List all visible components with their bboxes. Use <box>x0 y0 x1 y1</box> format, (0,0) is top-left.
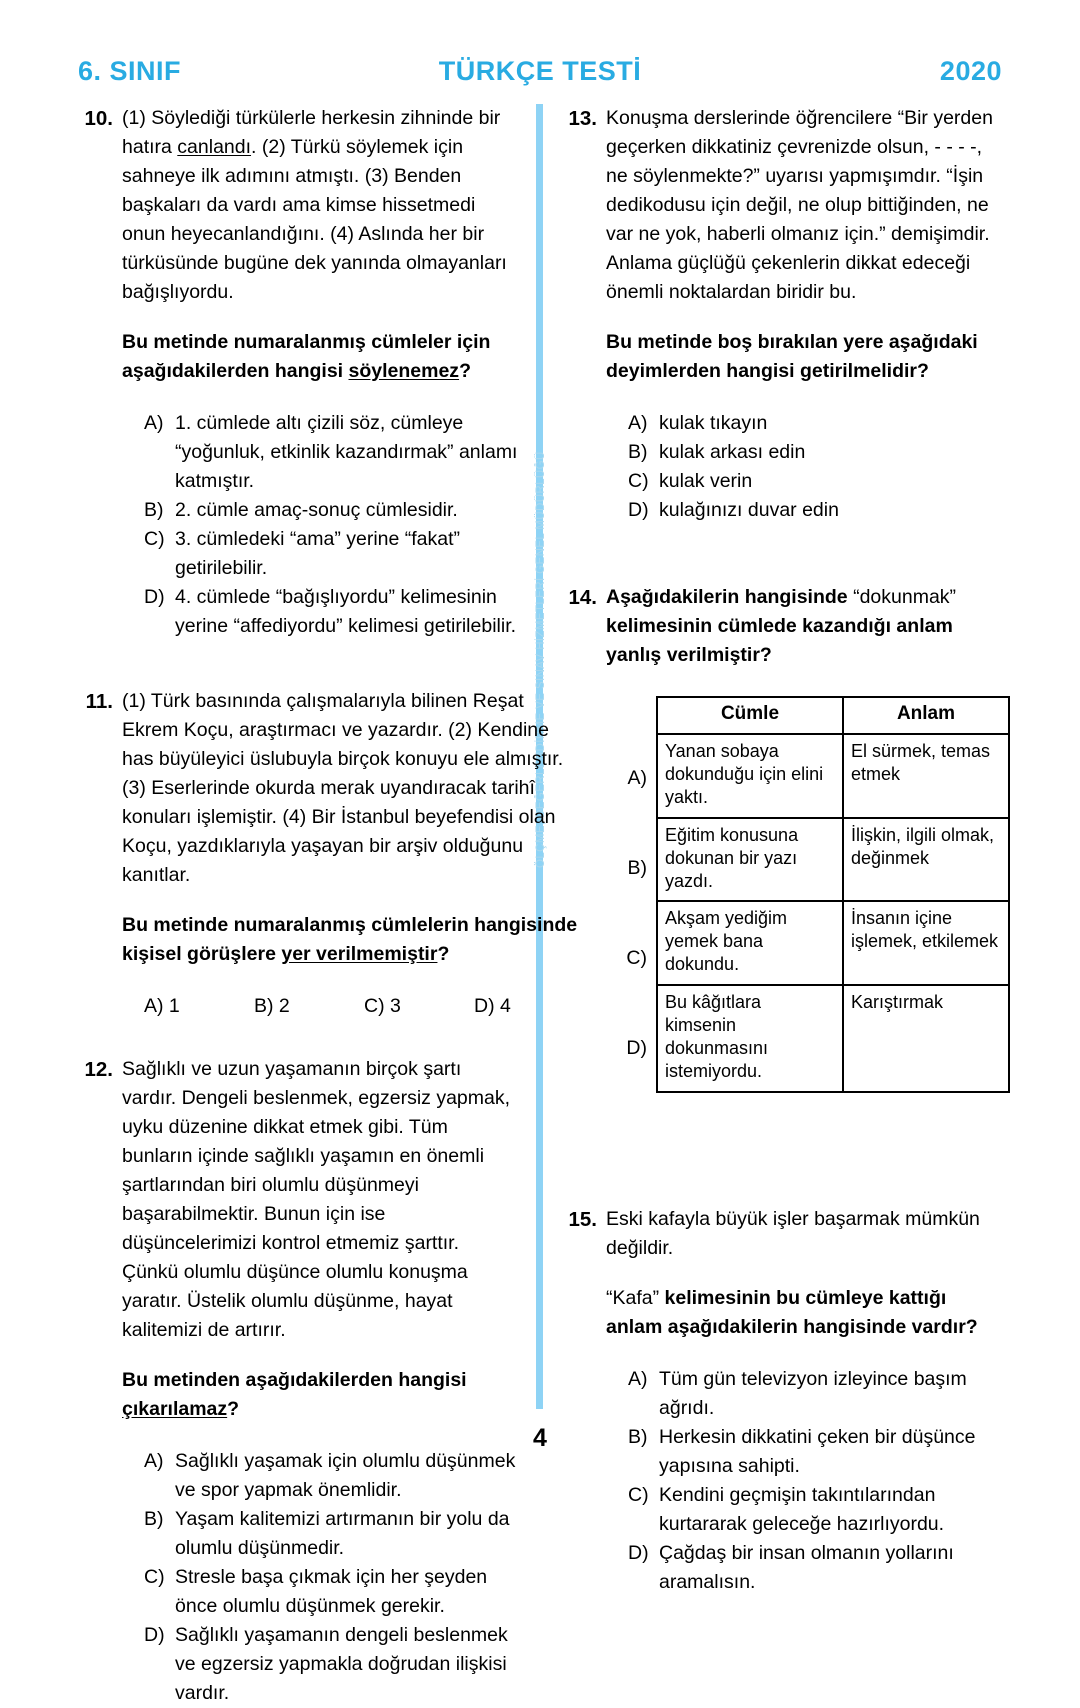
option-d-text: kulağınızı duvar edin <box>659 499 839 521</box>
option-d[interactable] <box>144 583 518 641</box>
option-b-letter: B) <box>144 499 164 521</box>
option-b-text: 2 <box>278 995 290 1017</box>
q12-stem-part2: ? <box>227 1398 240 1420</box>
option-d-letter: D) <box>474 995 495 1017</box>
question-12-number: 12. <box>84 1058 113 1081</box>
question-15-number: 15. <box>568 1208 597 1231</box>
q10-stem-part2: ? <box>459 360 471 382</box>
option-c-text: Stresle başa çıkmak için her şeyden önce olumlu düşünmek gerekir. <box>175 1566 488 1617</box>
right-column <box>562 104 1002 1593</box>
option-d-text: Çağdaş bir insan olmanın yollarını aramalısın. <box>659 1542 954 1593</box>
spacer <box>78 641 518 687</box>
question-11-stem <box>122 911 584 969</box>
option-a-text: Sağlıklı yaşamak için olumlu düşünmek ve spor yapmak önemlidir. <box>175 1450 516 1501</box>
option-c-letter: C) <box>626 946 647 969</box>
option-a-text: 1 <box>168 995 180 1017</box>
option-b-letter-cell[interactable] <box>612 823 656 913</box>
option-b-letter: B) <box>627 856 647 879</box>
option-c[interactable] <box>144 525 518 583</box>
question-15 <box>562 1205 1002 1597</box>
question-11-options <box>122 992 584 1021</box>
option-a[interactable] <box>144 1447 518 1505</box>
question-13-stem: Bu metinde boş bırakılan yere aşağıdaki deyimlerden hangisi getirilmelidir? <box>606 331 978 382</box>
option-d-letter-cell[interactable] <box>612 1003 656 1093</box>
question-10 <box>78 104 518 641</box>
option-c[interactable] <box>628 1481 1002 1539</box>
question-12-passage: Sağlıklı ve uzun yaşamanın birçok şartı vardır. Dengeli beslenmek, egzersiz yapmak, uyku düzenine dikkat etmek gibi. Tüm bunların içinde sağlıklı yaşamın en önemli şartlarından biri olumlu düşünmeyi başarabilmektir. Bunun için ise düşüncelerimizi kontrol etmemiz şarttır. Çünkü olumlu düşünce olumlu konuşma yaratır. Üstelik olumlu düşünme, hayat kalitemizi de artırır. <box>122 1058 511 1341</box>
question-13 <box>562 104 1002 525</box>
option-a-text: Tüm gün televizyon izleyince başım ağrıdı. <box>659 1368 967 1419</box>
question-11 <box>78 687 578 1021</box>
option-b[interactable] <box>628 438 1002 467</box>
option-d[interactable] <box>628 1539 1002 1597</box>
q10-stem-part1: Bu metinde numaralanmış cümleler için aşağıdakilerden hangisi <box>122 331 491 382</box>
option-a[interactable] <box>144 992 254 1021</box>
spacer <box>562 1093 1002 1205</box>
option-d-letter: D) <box>628 499 649 521</box>
option-c-letter: C) <box>144 528 165 550</box>
q14-stem-quoted: “dokunmak” <box>853 586 957 608</box>
option-c-text: 3. cümledeki “ama” yerine “fakat” getirilebilir. <box>175 528 461 579</box>
option-a-letter: A) <box>628 1368 648 1390</box>
option-d-letter: D) <box>626 1036 647 1059</box>
question-12-options <box>122 1447 518 1708</box>
question-11-passage: (1) Türk basınında çalışmalarıyla bilinen Reşat Ekrem Koçu, araştırmacı ve yazardır. (2) Kendine has büyüleyici üslubuyla birçok konuyu ele almıştır. (3) Eserlerinde okurda merak uyandıracak tarihî konuları işlemiştir. (4) Bir İstanbul beyefendisi olan Koçu, yazdıklarıyla yaşayan bir arşiv olduğunu kanıtlar. <box>122 690 564 886</box>
q10-passage-underlined: canlandı <box>177 136 252 158</box>
option-a-letter: A) <box>144 995 164 1017</box>
question-11-number: 11. <box>85 690 113 713</box>
option-d-text: 4 <box>500 995 511 1017</box>
row-b-cumle: Eğitim konusuna dokunan bir yazı yazdı. <box>657 818 843 902</box>
option-a[interactable] <box>628 409 1002 438</box>
spacer <box>562 525 1002 583</box>
option-c[interactable] <box>364 992 474 1021</box>
row-a-cumle: Yanan sobaya dokunduğu için elini yaktı. <box>657 734 843 818</box>
option-c-letter-cell[interactable] <box>612 913 656 1003</box>
option-b-text: kulak arkası edin <box>659 441 806 463</box>
page-number: 4 <box>533 1424 547 1452</box>
option-c-letter: C) <box>364 995 385 1017</box>
question-13-options <box>606 409 1002 525</box>
row-d-cumle: Bu kâğıtlara kimsenin dokunmasını istemiyordu. <box>657 985 843 1092</box>
option-b-letter: B) <box>144 1508 164 1530</box>
question-14-table-area <box>606 696 1010 1093</box>
q11-stem-part1: Bu metinde numaralanmış cümlelerin hangisinde kişisel görüşlere <box>122 914 578 965</box>
option-a[interactable] <box>144 409 518 496</box>
letters-header-spacer <box>612 696 656 733</box>
column-header-anlam: Anlam <box>843 697 1009 734</box>
q10-passage-part1: (1) Söylediği türkülerle herkesin zihninde bir hatıra <box>122 107 501 158</box>
q11-stem-underlined: yer verilmemiştir <box>281 943 438 965</box>
option-b-text: 2. cümle amaç-sonuç cümlesidir. <box>175 499 458 521</box>
question-10-options <box>122 409 518 641</box>
exam-year: 2020 <box>939 55 1002 86</box>
option-a-text: 1. cümlede altı çizili söz, cümleye “yoğunluk, etkinlik kazandırmak” anlamı katmıştır. <box>175 412 518 492</box>
option-c-letter: C) <box>628 1484 649 1506</box>
spacer <box>78 1021 518 1055</box>
option-b[interactable] <box>254 992 364 1021</box>
q14-stem-part2: kelimesinin cümlede kazandığı anlam yanlış verilmiştir? <box>606 615 953 666</box>
dokunmak-table <box>656 696 1010 1093</box>
option-a-letter: A) <box>144 412 164 434</box>
grade-label: 6. SINIF <box>78 55 182 86</box>
question-10-number: 10. <box>84 107 113 130</box>
question-10-stem <box>122 328 518 386</box>
page-content <box>78 104 1002 1704</box>
option-a-letter: A) <box>144 1450 164 1472</box>
q12-stem-underlined: çıkarılamaz <box>122 1398 228 1420</box>
option-d-letter: D) <box>144 586 165 608</box>
question-13-number: 13. <box>568 107 597 130</box>
question-12-stem <box>122 1366 518 1424</box>
row-d-anlam: Karıştırmak <box>843 985 1009 1092</box>
page-header <box>78 50 1002 92</box>
q15-stem-quoted: “Kafa” <box>606 1287 660 1309</box>
option-d[interactable] <box>628 496 1002 525</box>
option-c[interactable] <box>144 1563 518 1621</box>
question-13-passage: Konuşma derslerinde öğrencilere “Bir yerden geçerken dikkatiniz çevrenizde olsun, - - - -, ne söylenmekte?” uyarısı yapmışımdır. “İşin dedikodusu için değil, ne olup bittiğinden, ne var ne yok, haberli olmanız için.” demişimdir. Anlama güçlüğü çekenlerin dikkat edeceği önemli noktalardan biridir bu. <box>606 107 993 303</box>
q14-stem-part1: Aşağıdakilerin hangisinde <box>606 586 854 608</box>
option-a-letter: A) <box>628 412 648 434</box>
institution-vertical-label: ÖLÇME, DEĞERLENDİRME VE SINAV HİZMETLERİ GENEL MÜDÜRLÜĞÜ <box>535 451 547 869</box>
option-a-letter: A) <box>627 766 647 789</box>
option-d[interactable] <box>144 1621 518 1708</box>
q10-passage-part2: . (2) Türkü söylemek için sahneye ilk adımını atmıştı. (3) Benden başkaları da vardı ama kimse hissetmedi onun heyecanlandığını. (4) Aslında her bir türküsünde bugüne dek yanında olmayanları bağışlıyordu. <box>122 136 507 303</box>
question-15-passage: Eski kafayla büyük işler başarmak mümkün değildir. <box>606 1208 980 1259</box>
question-10-passage <box>122 104 518 307</box>
question-15-options <box>606 1365 1002 1597</box>
q10-stem-underlined: söylenemez <box>348 360 460 382</box>
table-row[interactable] <box>657 985 1009 1092</box>
option-b-text: Yaşam kalitemizi artırmanın bir yolu da olumlu düşünmedir. <box>175 1508 510 1559</box>
option-d-text: Sağlıklı yaşamanın dengeli beslenmek ve egzersiz yapmakla doğrudan ilişkisi vardır. <box>175 1624 508 1704</box>
table-row[interactable] <box>657 734 1009 818</box>
option-c-text: 3 <box>390 995 401 1017</box>
question-15-stem <box>606 1284 1002 1342</box>
option-a-text: kulak tıkayın <box>659 412 768 434</box>
question-14-number: 14. <box>568 586 597 609</box>
option-b[interactable] <box>144 496 518 525</box>
option-b-letter: B) <box>628 441 648 463</box>
q15-stem-rest: kelimesinin bu cümleye kattığı anlam aşağıdakilerin hangisinde vardır? <box>606 1287 978 1338</box>
option-b-letter: B) <box>254 995 274 1017</box>
option-c-letter: C) <box>628 470 649 492</box>
row-b-anlam: İlişkin, ilgili olmak, değinmek <box>843 818 1009 902</box>
test-title: TÜRKÇE TESTİ <box>438 55 642 86</box>
option-d-letter: D) <box>144 1624 165 1646</box>
q11-stem-part2: ? <box>437 943 450 965</box>
option-d-letter: D) <box>628 1542 649 1564</box>
question-14-option-letters <box>612 696 656 1093</box>
table-header-row <box>657 697 1009 734</box>
option-c-letter: C) <box>144 1566 165 1588</box>
column-header-cumle: Cümle <box>657 697 843 734</box>
option-c[interactable] <box>628 467 1002 496</box>
table-row[interactable] <box>657 901 1009 985</box>
option-b[interactable] <box>144 1505 518 1563</box>
row-c-cumle: Akşam yediğim yemek bana dokundu. <box>657 901 843 985</box>
row-a-anlam: El sürmek, temas etmek <box>843 734 1009 818</box>
question-14 <box>562 583 1002 1093</box>
option-d-text: 4. cümlede “bağışlıyordu” kelimesinin yerine “affediyordu” kelimesi getirilebilir. <box>175 586 517 637</box>
option-c-text: Kendini geçmişin takıntılarından kurtararak geleceğe hazırlıyordu. <box>659 1484 945 1535</box>
question-12 <box>78 1055 518 1708</box>
question-14-stem <box>606 583 1010 670</box>
table-row[interactable] <box>657 818 1009 902</box>
row-c-anlam: İnsanın içine işlemek, etkilemek <box>843 901 1009 985</box>
option-a[interactable] <box>628 1365 1002 1423</box>
q12-stem-part1: Bu metinden aşağıdakilerden hangisi <box>122 1369 467 1391</box>
option-a-letter-cell[interactable] <box>612 733 656 823</box>
option-b-text: Herkesin dikkatini çeken bir düşünce yapısına sahipti. <box>659 1426 976 1477</box>
option-b-letter: B) <box>628 1426 648 1448</box>
option-c-text: kulak verin <box>659 470 753 492</box>
